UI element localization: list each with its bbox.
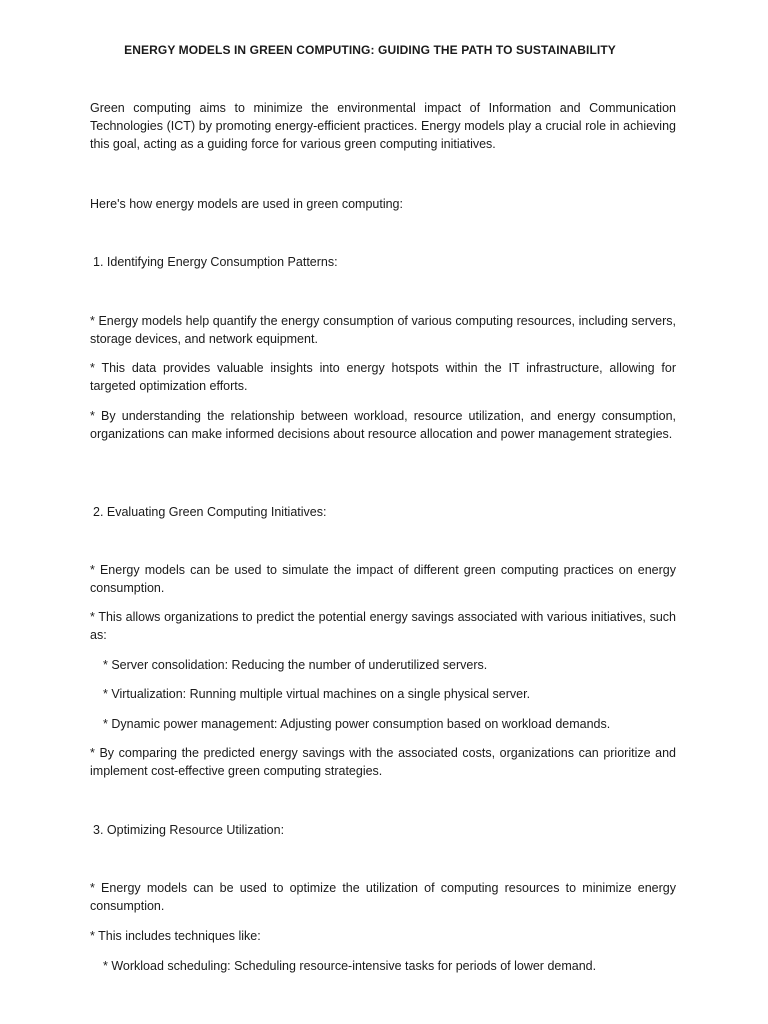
- section-heading-3: 3. Optimizing Resource Utilization:: [93, 823, 285, 837]
- section-2-subpoint-3: * Dynamic power management: Adjusting power consumption based on workload demands.: [103, 717, 611, 731]
- section-1-point-2: * This data provides valuable insights into energy hotspots within the IT infrastructure, allowing for targeted optimization efforts.: [90, 361, 676, 393]
- section-2-subpoint-1: * Server consolidation: Reducing the number of underutilized servers.: [103, 658, 488, 672]
- section-2-closing: * By comparing the predicted energy savings with the associated costs, organizations can prioritize and implement cost-effective green computing strategies.: [90, 746, 676, 778]
- section-2-point-1: * Energy models can be used to simulate the impact of different green computing practices on energy consumption.: [90, 563, 676, 595]
- section-heading-1: 1. Identifying Energy Consumption Patterns:: [93, 255, 338, 269]
- section-2-point-2: * This allows organizations to predict the potential energy savings associated with various initiatives, such as:: [90, 610, 676, 642]
- section-heading-2: 2. Evaluating Green Computing Initiatives:: [93, 505, 327, 519]
- section-3-point-2: * This includes techniques like:: [90, 929, 261, 943]
- lead-paragraph: Here's how energy models are used in green computing:: [90, 197, 403, 211]
- section-1-point-1: * Energy models help quantify the energy consumption of various computing resources, including servers, storage devices, and network equipment.: [90, 314, 676, 346]
- section-3-subpoint-1: * Workload scheduling: Scheduling resource-intensive tasks for periods of lower demand.: [103, 959, 597, 973]
- section-1-point-3: * By understanding the relationship between workload, resource utilization, and energy consumption, organizations can make informed decisions about resource allocation and power management strategies.: [90, 409, 676, 441]
- section-2-subpoint-2: * Virtualization: Running multiple virtual machines on a single physical server.: [103, 687, 531, 701]
- section-3-point-1: * Energy models can be used to optimize the utilization of computing resources to minimize energy consumption.: [90, 881, 676, 913]
- intro-paragraph: Green computing aims to minimize the environmental impact of Information and Communication Technologies (ICT) by promoting energy-efficient practices. Energy models play a crucial role in achieving this goal, acting as a guiding force for various green computing initiatives.: [90, 101, 676, 151]
- document-title: ENERGY MODELS IN GREEN COMPUTING: GUIDING THE PATH TO SUSTAINABILITY: [124, 43, 616, 57]
